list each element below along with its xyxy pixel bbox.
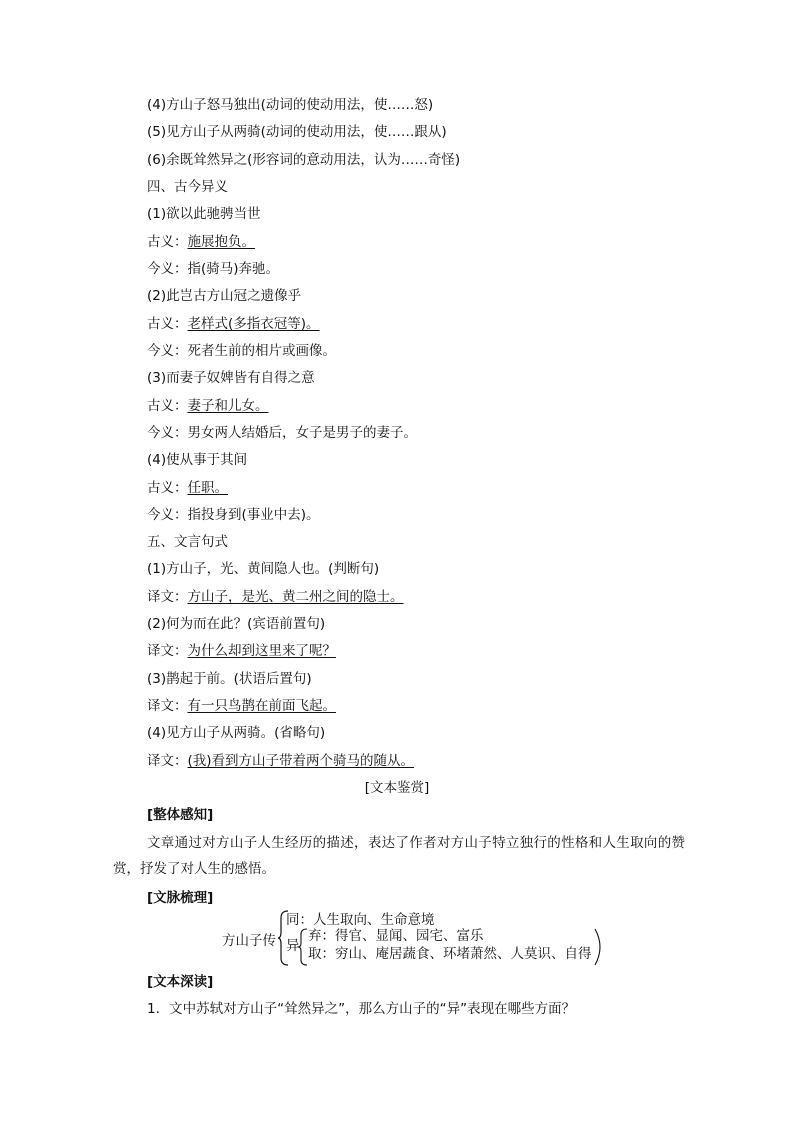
answer-line: 古义：任职。 <box>147 480 228 496</box>
text-line: (4)方山子怒马独出(动词的使动用法，使……怒) <box>147 97 434 113</box>
section-heading: 五、文言句式 <box>147 534 228 550</box>
answer-line: 古义：老样式(多指衣冠等)。 <box>147 316 320 332</box>
tree-branch-qu: 取：穷山、庵居蔬食、环堵萧然、人莫识、自得 <box>308 946 592 962</box>
text-line: (5)见方山子从两骑(动词的使动用法，使……跟从) <box>147 124 447 140</box>
subsection-title: [文本深读] <box>147 974 214 990</box>
answer-line: 译文：为什么却到这里来了呢？ <box>147 643 336 659</box>
tree-root: 方山子传 <box>222 933 276 949</box>
question: 1．文中苏轼对方山子“耸然异之”，那么方山子的“异”表现在哪些方面？ <box>147 1001 576 1017</box>
text-line: 今义：男女两人结婚后，女子是男子的妻子。 <box>147 425 417 441</box>
text-line: (1)欲以此驰骋当世 <box>147 206 261 222</box>
text-line: (6)余既耸然异之(形容词的意动用法，认为……奇怪) <box>147 152 461 168</box>
text-line: (1)方山子，光、黄间隐人也。(判断句) <box>147 561 380 577</box>
text-line: (4)使从事于其间 <box>147 452 248 468</box>
text-line: (4)见方山子从两骑。(省略句) <box>147 725 326 741</box>
section-heading: [文本鉴赏] <box>364 780 430 796</box>
tree-branch-tong: 同：人生取向、生命意境 <box>286 912 435 928</box>
text-line: (3)而妻子奴婢皆有自得之意 <box>147 370 315 386</box>
answer-line: 古义：妻子和儿女。 <box>147 398 269 414</box>
answer-line: 古义：施展抱负。 <box>147 234 255 250</box>
subsection-title: [文脉梳理] <box>147 890 214 906</box>
tree-branch-qi: 弃：得官、显闻、园宅、富乐 <box>308 928 484 944</box>
tree-branch-yi: 异 <box>286 938 300 954</box>
text-line: (2)此岂古方山冠之遗像乎 <box>147 288 302 304</box>
section-heading: 四、古今异义 <box>147 179 228 195</box>
answer-line: 译文：有一只鸟鹊在前面飞起。 <box>147 698 336 714</box>
text-line: 今义：死者生前的相片或画像。 <box>147 343 336 359</box>
answer-line: 译文：(我)看到方山子带着两个骑马的随从。 <box>147 753 415 769</box>
answer-line: 译文：方山子，是光、黄二州之间的隐士。 <box>147 589 404 605</box>
text-line: 今义：指(骑马)奔驰。 <box>147 261 280 277</box>
text-line: (2)何为而在此？(宾语前置句) <box>147 616 326 632</box>
subsection-title: [整体感知] <box>147 807 214 823</box>
paragraph: 文章通过对方山子人生经历的描述，表达了作者对方山子特立独行的性格和人生取向的赞赏，抒发了对人生的感悟。 <box>113 835 685 877</box>
inner-left-brace-icon <box>298 928 308 966</box>
text-line: (3)鹊起于前。(状语后置句) <box>147 671 312 687</box>
right-paren-icon <box>594 928 602 966</box>
text-line: 今义：指投身到(事业中去)。 <box>147 507 320 523</box>
